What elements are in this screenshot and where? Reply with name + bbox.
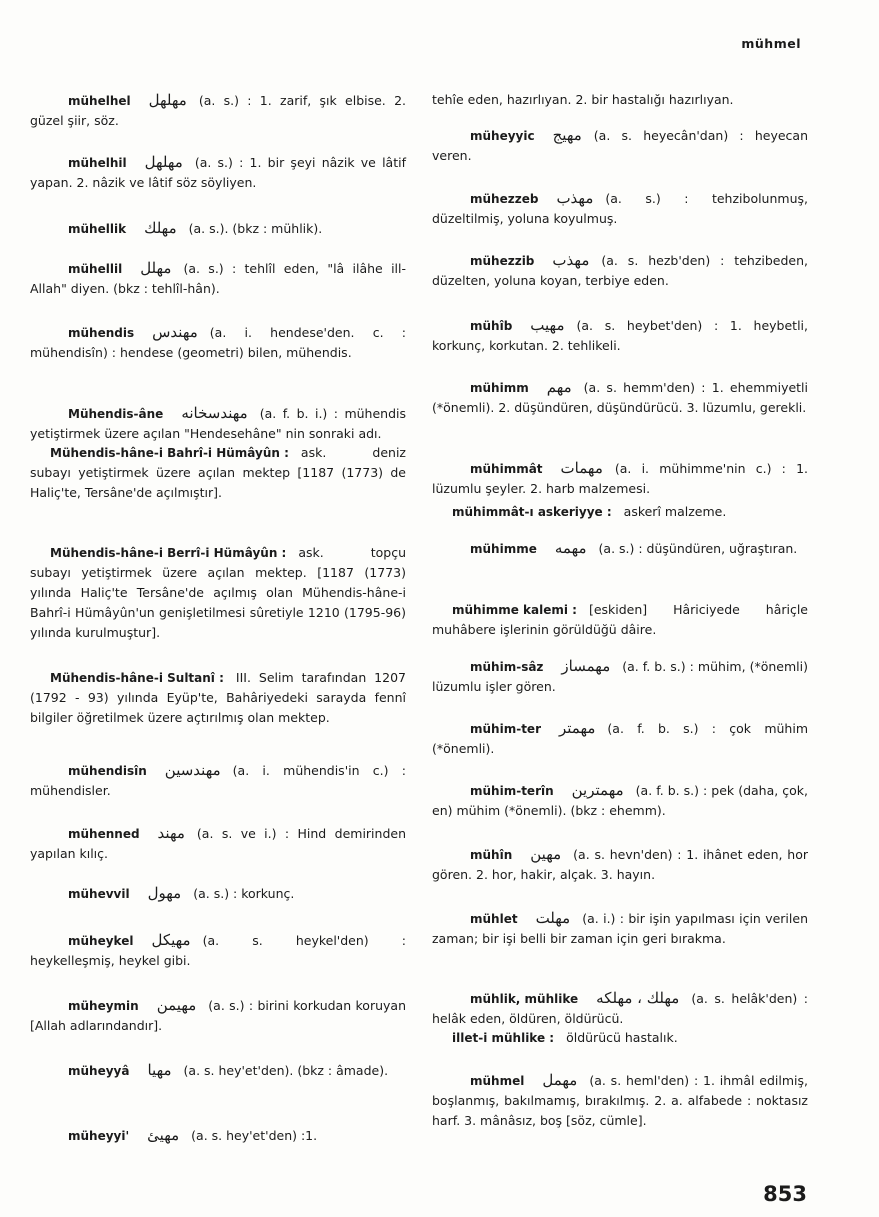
definition: (a. i.) : bir işin yapılması için verilen zaman; bir işi belli bir zaman için geri bırakma. [432,911,808,946]
definition: (a. s. hey'et'den) :1. [191,1128,318,1143]
dictionary-entry [432,718,808,759]
dictionary-entry [432,125,808,166]
subheadword: Mühendis-hâne-i Bahrî-i Hümâyûn : [50,446,289,460]
arabic-script: مهندسخانه [181,404,248,422]
headword: mühmel [470,1074,525,1088]
dictionary-entry [432,458,808,499]
dictionary-entry [30,1060,406,1081]
dictionary-entry [432,90,808,110]
headword: mühenned [68,827,140,841]
arabic-script: مهيب [530,316,565,334]
headword: mühimm [470,381,529,395]
dictionary-entry [30,823,406,864]
dictionary-entry [432,780,808,821]
dictionary-entry [30,883,406,904]
definition: ask. deniz subayı yetiştirmek üzere açılan mektep [1187 (1773) de Haliç'te, Tersâne'de açılmıştır]. [30,445,406,500]
dictionary-entry [432,377,808,418]
headword: mühlet [470,912,518,926]
dictionary-entry [432,502,808,522]
headword: mühim-sâz [470,660,544,674]
dictionary-entry [30,668,406,728]
dictionary-entry [432,844,808,885]
dictionary-entry [30,930,406,971]
dictionary-entry [30,995,406,1036]
headword: mühelhel [68,94,131,108]
arabic-script: مهذب [556,189,594,207]
headword: Mühendis-âne [68,407,164,421]
definition: [eskiden] Hâriciyede hâriçle muhâbere işlerinin görüldüğü dâire. [432,602,808,637]
definition: (a. s.) : tehlîl eden, "lâ ilâhe ill-Allah" diyen. (bkz : tehlîl-hân). [30,261,406,296]
headword: mühezzeb [470,192,539,206]
headword: mühezzib [470,254,535,268]
headword: mühimme [470,542,537,556]
definition: (a. s.) : korkunç. [193,886,295,901]
definition: (a. f. b. s.) : mühim, (*önemli) lüzumlu işler gören. [432,659,808,694]
arabic-script: مهم [546,378,572,396]
definition: (a. s.) : 1. zarif, şık elbise. 2. güzel şiir, söz. [30,93,406,128]
arabic-script: مهمتر [558,719,596,737]
subheadword: Mühendis-hâne-i Sultanî : [50,671,224,685]
definition: tehîe eden, hazırlıyan. 2. bir hastalığı hazırlıyan. [432,92,734,107]
dictionary-entry [432,656,808,697]
definition: III. Selim tarafından 1207 (1792 - 93) yılında Eyüp'te, Bahâriyedeki sarayda fennî bilgiler öğretilmek üzere açtırılmış olan mektep. [30,670,406,725]
arabic-script: مهلل [140,259,172,277]
definition: (a. s. helâk'den) : helâk eden, öldüren, öldürücü. [432,991,808,1026]
arabic-script: مهين [530,845,562,863]
dictionary-entry [30,403,406,444]
definition: (a. s. hezb'den) : tehzibeden, düzelten, yoluna koyan, terbiye eden. [432,253,808,288]
arabic-script: مهذب [552,251,590,269]
headword: mühellil [68,262,123,276]
headword: mühimmât [470,462,543,476]
definition: ask. topçu subayı yetiştirmek üzere açılan mektep. [1187 (1773) yılında Haliç'te Tersâne'de açılmış olan Mühendis-hâne-i Bahrî-i Hümâyûn'un genişletilmesi sûretiyle 1210 (1795-96) yılında kurulmuştur]. [30,545,406,640]
definition: (a. s. heyecân'dan) : heyecan veren. [432,128,808,163]
definition: (a. s.) : 1. bir şeyi nâzik ve lâtif yapan. 2. nâzik ve lâtif söz söyliyen. [30,155,406,190]
arabic-script: مهمترين [571,781,624,799]
headword: mühendisîn [68,764,147,778]
dictionary-entry [30,218,406,239]
headword: mühîb [470,319,513,333]
subheadword: mühimmât-ı askeriyye : [452,505,612,519]
headword: mühim-terîn [470,784,554,798]
headword: mühîn [470,848,513,862]
arabic-script: مهند [157,824,185,842]
dictionary-entry [432,908,808,949]
definition: (a. s.). (bkz : mühlik). [188,221,323,236]
definition: (a. s. heybet'den) : 1. heybetli, korkunç, korkutan. 2. tehlikeli. [432,318,808,353]
dictionary-entry [432,1070,808,1131]
dictionary-entry [432,1028,808,1048]
subheadword: mühimme kalemi : [452,603,577,617]
dictionary-entry [432,250,808,291]
dictionary-entry [432,188,808,229]
headword: mühelhil [68,156,127,170]
definition: (a. f. b. s.) : çok mühim (*önemli). [432,721,808,756]
definition: (a. s. hevn'den) : 1. ihânet eden, hor gören. 2. hor, hakir, alçak. 3. hayın. [432,847,808,882]
dictionary-entry [30,1125,406,1146]
definition: öldürücü hastalık. [566,1030,678,1045]
definition: (a. f. b. i.) : mühendis yetiştirmek üzere açılan "Hendesehâne" nin sonraki adı. [30,406,406,441]
headword: mühim-ter [470,722,541,736]
arabic-script: مهيمن [156,996,197,1014]
arabic-script: مهلك ، مهلكه [596,989,680,1007]
dictionary-entry [30,152,406,193]
definition: (a. s. heykel'den) : heykelleşmiş, heykel gibi. [30,933,406,968]
dictionary-entry [30,543,406,643]
headword: müheykel [68,934,134,948]
dictionary-entry [432,538,808,559]
dictionary-entry [30,760,406,801]
definition: (a. s. ve i.) : Hind demirinden yapılan kılıç. [30,826,406,861]
arabic-script: مهمل [542,1071,578,1089]
definition: (a. s. heml'den) : 1. ihmâl edilmiş, boşlanmış, bakılmamış, bırakılmış. 2. a. alfabede : noktasız harf. 3. mânâsız, boş [söz, cümle]. [432,1073,808,1128]
subheadword: Mühendis-hâne-i Berrî-i Hümâyûn : [50,546,287,560]
definition: (a. i. mühendis'in c.) : mühendisler. [30,763,406,798]
arabic-script: مهول [147,884,182,902]
subheadword: illet-i mühlike : [452,1031,555,1045]
headword: müheyyi' [68,1129,130,1143]
headword: müheyyic [470,129,535,143]
page-number: 853 [763,1182,807,1206]
headword: mühellik [68,222,127,236]
dictionary-entry [30,322,406,363]
running-head: mühmel [741,36,801,51]
arabic-script: مهيج [552,126,582,144]
definition: (a. s.) : tehzibolunmuş, düzeltilmiş, yoluna koyulmuş. [432,191,808,226]
definition: (a. i. mühimme'nin c.) : 1. lüzumlu şeyler. 2. harb malzemesi. [432,461,808,496]
dictionary-entry [432,988,808,1029]
arabic-script: مهلهل [148,91,187,109]
arabic-script: مهيا [147,1061,172,1079]
definition: askerî malzeme. [623,504,727,519]
definition: (a. i. hendese'den. c. : mühendisîn) : hendese (geometri) bilen, mühendis. [30,325,406,360]
dictionary-entry [432,600,808,640]
arabic-script: مهندس [152,323,198,341]
arabic-script: مهلهل [144,153,183,171]
dictionary-entry [30,258,406,299]
arabic-script: مهلت [535,909,571,927]
arabic-script: مهندسين [164,761,221,779]
definition: (a. f. b. s.) : pek (daha, çok, en) mühim (*önemli). (bkz : ehemm). [432,783,808,818]
arabic-script: مهلك [144,219,177,237]
definition: (a. s. hey'et'den). (bkz : âmade). [183,1063,389,1078]
dictionary-entry [30,443,406,503]
arabic-script: مهمه [554,539,587,557]
headword: müheyyâ [68,1064,130,1078]
dictionary-entry [432,315,808,356]
definition: (a. s. hemm'den) : 1. ehemmiyetli (*önemli). 2. düşündüren, düşündürücü. 3. lüzumlu, gerekli. [432,380,808,415]
headword: mühevvil [68,887,130,901]
arabic-script: مهمات [560,459,603,477]
arabic-script: مهيكل [151,931,191,949]
definition: (a. s.) : birini korkudan koruyan [Allah adlarındandır]. [30,998,406,1033]
headword: müheymin [68,999,139,1013]
arabic-script: مهيئ [147,1126,180,1144]
arabic-script: مهمساز [561,657,611,675]
headword: mühendis [68,326,135,340]
headword: mühlik, mühlike [470,992,579,1006]
dictionary-entry [30,90,406,131]
definition: (a. s.) : düşündüren, uğraştıran. [598,541,798,556]
